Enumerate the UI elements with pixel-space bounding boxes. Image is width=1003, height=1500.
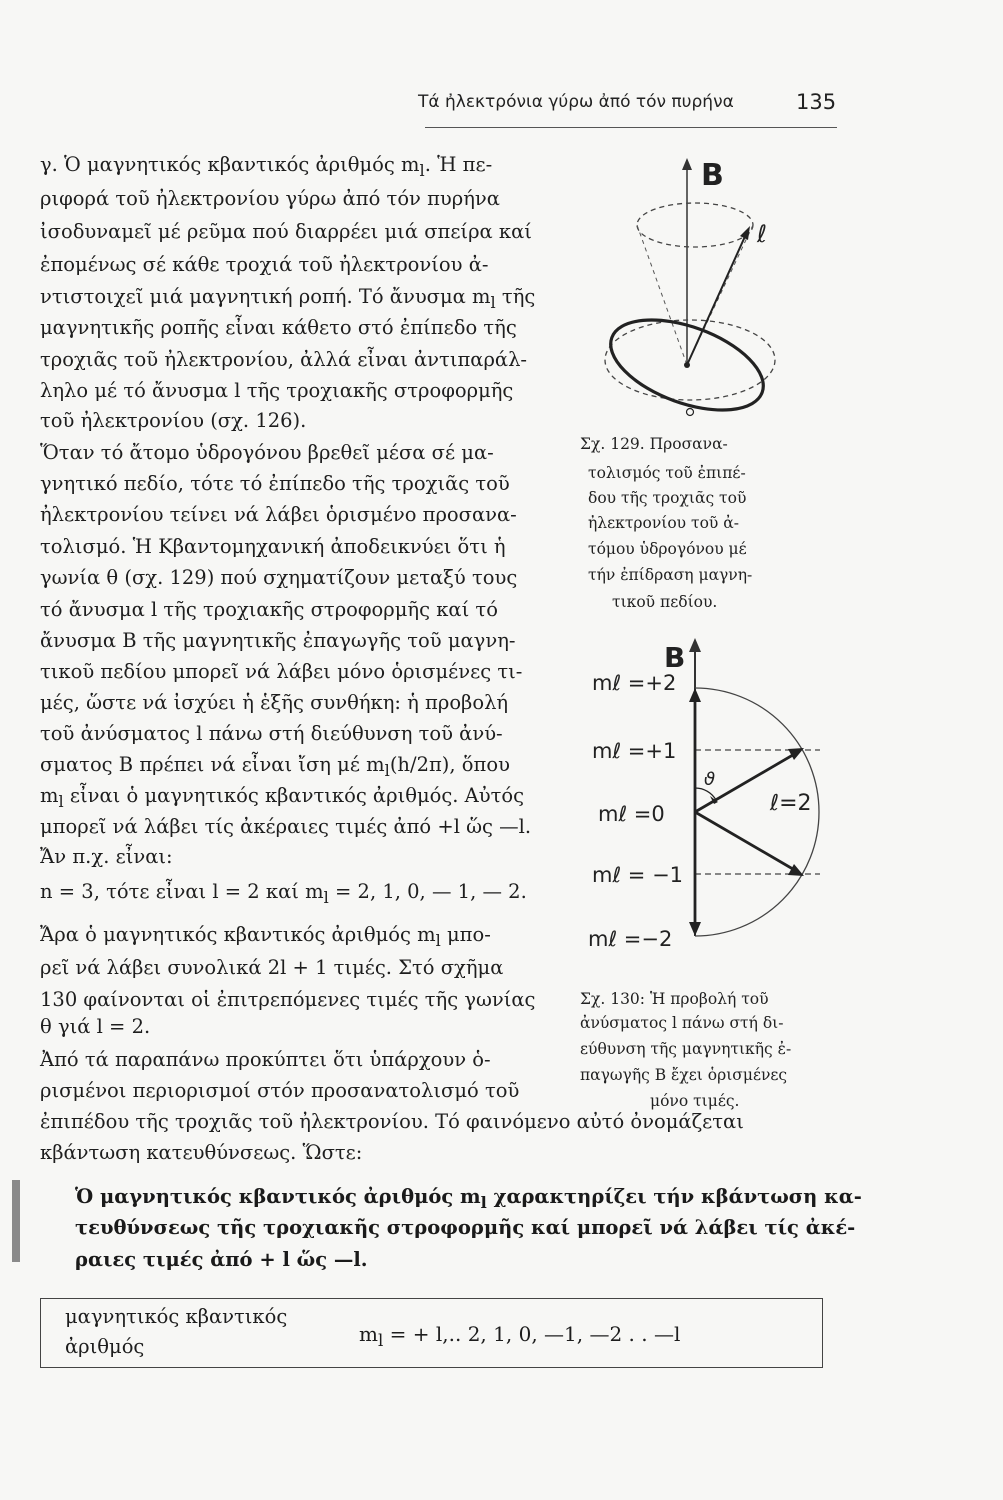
body-line-7: τροχιᾶς τοῦ ἠλεκτρονίου, ἀλλά εἶναι ἀντιπαράλ- [40,348,528,371]
body-line-25: Ἄρα ὁ μαγνητικός κβαντικός ἀριθμός $m_l$ μπο- [40,923,491,950]
summary-box [40,1298,823,1368]
figure-130 [580,630,825,960]
fig129-caption-line-2: τολισμός τοῦ ἐπιπέ- [588,464,746,482]
theta-label: ϑ [704,769,716,790]
body-line-16: ἄνυσμα B τῆς μαγνητικῆς ἐπαγωγῆς τοῦ μαγνη- [40,629,516,652]
fig129-caption-line-1: Σχ. 129. Προσανα- [580,435,728,453]
level-label-zero: mℓ =0 [598,802,665,826]
level-label-minus1: mℓ = −1 [592,863,684,887]
vector-up1-head [788,748,804,760]
body-line-32: κβάντωση κατευθύνσεως. Ὥστε: [40,1141,363,1164]
body-line-1: γ. Ὁ μαγνητικός κβαντικός ἀριθμός $m_l$. Ἡ πε- [40,153,493,180]
body-line-28: θ γιά l = 2. [40,1015,151,1038]
rule-line-2: τευθύνσεως τῆς τροχιακῆς στροφορμῆς καί μπορεῖ νά λάβει τίς ἀκέ- [75,1216,856,1239]
l-vector [687,232,747,365]
body-line-12: ἠλεκτρονίου τείνει νά λάβει ὁρισμένο προσανα- [40,503,517,526]
body-line-8: ληλο μέ τό ἄνυσμα l τῆς τροχιακῆς στροφορμῆς [40,379,514,402]
body-line-27: 130 φαίνονται οἱ ἐπιτρεπόμενες τιμές τῆς γωνίας [40,988,536,1011]
level-label-plus2: mℓ =+2 [592,671,677,695]
level-label-minus2: mℓ =−2 [588,927,673,951]
body-line-29: Ἀπό τά παραπάνω προκύπτει ὅτι ὑπάρχουν ὁ- [40,1048,491,1071]
fig129-caption-line-7: τικοῦ πεδίου. [612,593,718,611]
summary-equation: $m_l$ = + l,.. 2, 1, 0, —1, —2 . . —l [359,1322,681,1350]
body-line-17: τικοῦ πεδίου μπορεῖ νά λάβει μόνο ὁρισμένες τι- [40,660,523,683]
fig129-caption-line-5: τόμου ὑδρογόνου μέ [588,540,747,558]
b-axis-arrow [689,638,701,652]
fig130-label-b: B [664,641,686,674]
summary-label-line-1: μαγνητικός κβαντικός [65,1305,288,1328]
page-number: 135 [796,90,837,114]
body-line-3: ἰσοδυναμεῖ μέ ρεῦμα πού διαρρέει μιά σπείρα καί [40,220,532,243]
b-arrow-head [682,158,692,170]
precession-cone-top [637,203,753,247]
body-line-11: γνητικό πεδίο, τότε τό ἐπίπεδο τῆς τροχιᾶς τοῦ [40,472,510,495]
body-line-5: ντιστοιχεῖ μιά μαγνητική ροπή. Τό ἄνυσμα $m_l$ τῆς [40,285,536,312]
body-line-6: μαγνητικῆς ροπῆς εἶναι κάθετο στό ἐπίπεδο τῆς [40,316,517,339]
vector-down2-head [689,922,701,936]
rule-line-3: ραιες τιμές ἀπό + l ὥς —l. [75,1248,368,1271]
fig129-label-l: ℓ [757,220,767,248]
fig130-caption-line-3: εύθυνση τῆς μαγνητικῆς ἐ- [580,1040,792,1058]
rule-marker-bar [12,1180,20,1262]
body-line-15: τό ἄνυσμα l τῆς τροχιακῆς στροφορμῆς καί τό [40,598,498,621]
nucleus [684,362,690,368]
body-line-18: μές, ὥστε νά ἰσχύει ἡ ἑξῆς συνθήκη: ἡ προβολή [40,691,509,714]
body-line-13: τολισμό. Ἡ Κβαντομηχανική ἀποδεικνύει ὅτι ἡ [40,535,506,558]
figure-129 [595,150,785,420]
body-line-2: ριφορά τοῦ ἠλεκτρονίου γύρω ἀπό τόν πυρήνα [40,187,500,210]
body-line-20: σματος B πρέπει νά εἶναι ἴση μέ $m_l(h/2\pi)$, ὅπου [40,753,510,780]
l-equals-2-label: ℓ=2 [770,791,812,816]
fig130-caption-line-1: Σχ. 130: Ἡ προβολή τοῦ [580,990,769,1008]
running-title: Τά ἠλεκτρόνια γύρω ἀπό τόν πυρήνα [418,92,734,112]
vector-down1 [695,812,798,872]
body-line-23: Ἄν π.χ. εἶναι: [40,845,173,868]
summary-label-line-2: ἀριθμός [65,1335,145,1358]
fig129-caption-line-4: ἠλεκτρονίου τοῦ ἀ- [588,514,739,532]
fig130-caption-line-2: ἀνύσματος l πάνω στή δι- [580,1014,784,1032]
body-line-21: $m_l$ εἶναι ὁ μαγνητικός κβαντικός ἀριθμός. Αὐτός [40,784,525,811]
fig129-caption-line-3: δου τῆς τροχιᾶς τοῦ [588,489,747,507]
body-line-31: ἐπιπέδου τῆς τροχιᾶς τοῦ ἠλεκτρονίου. Τό φαινόμενο αὐτό ὀνομάζεται [40,1110,744,1133]
vector-up2-head [689,688,701,702]
fig129-label-b: B [701,158,724,193]
body-line-19: τοῦ ἀνύσματος l πάνω στή διεύθυνση τοῦ ἀνύ- [40,722,503,745]
fig129-caption-line-6: τήν ἐπίδραση μαγνη- [588,566,753,584]
level-label-plus1: mℓ =+1 [592,739,677,763]
body-line-26: ρεῖ νά λάβει συνολικά 2l + 1 τιμές. Στό σχῆμα [40,956,504,979]
body-line-24: n = 3, τότε εἶναι l = 2 καί $m_l = 2$, 1, 0, — 1, — 2. [40,880,527,907]
body-line-9: τοῦ ἠλεκτρονίου (σχ. 126). [40,409,307,432]
electron [687,409,694,416]
rule-line-1: Ὁ μαγνητικός κβαντικός ἀριθμός $m_l$ χαρακτηρίζει τήν κβάντωση κα- [75,1185,862,1212]
fig130-caption-line-5: μόνο τιμές. [650,1092,740,1110]
body-line-4: ἐπομένως σέ κάθε τροχιά τοῦ ἠλεκτρονίου ἀ- [40,253,489,276]
header-rule [425,127,837,128]
fig130-caption-line-4: παγωγῆς B ἔχει ὁρισμένες [580,1066,788,1084]
body-line-10: Ὅταν τό ἄτομο ὑδρογόνου βρεθεῖ μέσα σέ μα- [40,441,494,464]
body-line-22: μπορεῖ νά λάβει τίς ἀκέραιες τιμές ἀπό +l ὥς —l. [40,815,532,838]
body-line-30: ρισμένοι περιορισμοί στόν προσανατολισμό τοῦ [40,1079,520,1102]
body-line-14: γωνία θ (σχ. 129) πού σχηματίζουν μεταξύ τους [40,566,518,589]
vector-down1-head [788,864,804,876]
